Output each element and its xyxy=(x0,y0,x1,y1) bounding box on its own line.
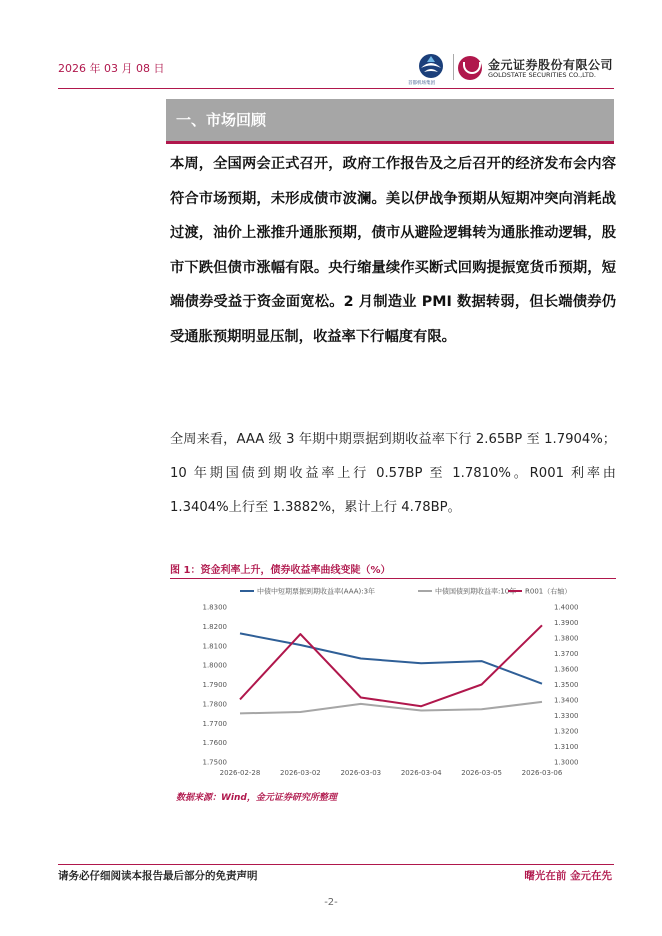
section-heading-bar xyxy=(166,99,614,144)
y-right-tick-label: 1.4000 xyxy=(554,603,579,612)
disclaimer-notice: 请务必仔细阅读本报告最后部分的免责声明 xyxy=(58,870,258,882)
x-tick-label: 2026-03-06 xyxy=(521,769,563,777)
y-right-tick-label: 1.3000 xyxy=(554,758,579,767)
goldstate-logo xyxy=(458,54,618,84)
capital-airports-tag: 首都机场集团 xyxy=(408,81,435,86)
y-right-tick-label: 1.3100 xyxy=(554,743,579,751)
footer-slogan: 曙光在前 金元在先 xyxy=(524,870,612,882)
legend-label-2: 中债国债到期收益率:10年 xyxy=(435,587,517,596)
y-left-tick-label: 1.8200 xyxy=(202,622,227,631)
legend-label-1: 中债中短期票据到期收益率(AAA):3年 xyxy=(257,587,376,596)
y-right-tick-label: 1.3800 xyxy=(554,634,579,643)
x-tick-label: 2026-03-05 xyxy=(461,769,502,777)
market-review-summary: 本周，全国两会正式召开，政府工作报告及之后召开的经济发布会内容符合市场预期，未形成债市波澜。美以伊战争预期从短期冲突向消耗战过渡，油价上涨推升通胀预期，债市从避险逻辑转为通胀推动逻辑，股市下跌但债市涨幅有限。央行缩量续作买断式回购提振宽货币预期，短端债券受益于资金面宽松。2 月制造业 PMI 数据转弱，但长端债券仍受通胀预期明显压制，收益率下行幅度有限。 xyxy=(170,156,616,345)
section-title: 一、市场回顾 xyxy=(176,111,267,129)
company-name-cn: 金元证券股份有限公司 xyxy=(488,58,614,72)
y-right-tick-label: 1.3300 xyxy=(554,712,579,720)
legend-label-3: R001（右轴） xyxy=(525,587,572,596)
header-rule xyxy=(58,88,614,89)
page-number: -2- xyxy=(324,897,338,908)
y-left-tick-label: 1.7900 xyxy=(202,681,227,689)
weekly-yield-summary: 全周来看，AAA 级 3 年期中期票据到期收益率下行 2.65BP 至 1.7904%；10 年期国债到期收益率上行 0.57BP 至 1.7810%。R001 利率由 1.3404%上行至 1.3882%，累计上行 4.78BP。 xyxy=(170,432,616,515)
x-tick-label: 2026-03-03 xyxy=(340,769,382,777)
y-left-tick-label: 1.7500 xyxy=(202,758,227,767)
y-left-tick-label: 1.7700 xyxy=(202,719,227,728)
goldstate-emblem-icon xyxy=(458,56,482,80)
plot-area xyxy=(210,599,590,786)
y-left-tick-label: 1.8300 xyxy=(202,603,227,612)
figure-source: 数据来源：Wind，金元证券研究所整理 xyxy=(176,793,337,803)
y-left-tick-label: 1.8000 xyxy=(202,661,227,670)
company-name-en: GOLDSTATE SECURITIES CO.,LTD. xyxy=(488,71,596,79)
y-right-tick-label: 1.3900 xyxy=(554,619,579,627)
yield-line-chart xyxy=(170,579,616,786)
y-right-tick-label: 1.3500 xyxy=(554,681,579,689)
x-tick-label: 2026-03-02 xyxy=(280,769,321,777)
y-right-tick-label: 1.3600 xyxy=(554,665,579,674)
y-right-tick-label: 1.3400 xyxy=(554,696,579,705)
y-right-tick-label: 1.3200 xyxy=(554,727,579,736)
figure-title: 图 1：资金利率上升，债券收益率曲线变陡（%） xyxy=(170,565,391,576)
x-tick-label: 2026-03-04 xyxy=(400,769,442,777)
footer-rule xyxy=(58,864,614,865)
report-date: 2026 年 03 月 08 日 xyxy=(58,62,165,75)
capital-airports-logo xyxy=(408,52,450,86)
capital-airports-emblem-icon xyxy=(412,52,450,82)
y-left-tick-label: 1.8100 xyxy=(202,642,227,651)
y-left-tick-label: 1.7800 xyxy=(202,700,227,709)
logo-divider xyxy=(453,54,454,80)
y-right-tick-label: 1.3700 xyxy=(554,650,579,658)
y-left-tick-label: 1.7600 xyxy=(202,739,227,748)
x-tick-label: 2026-02-28 xyxy=(219,769,261,777)
